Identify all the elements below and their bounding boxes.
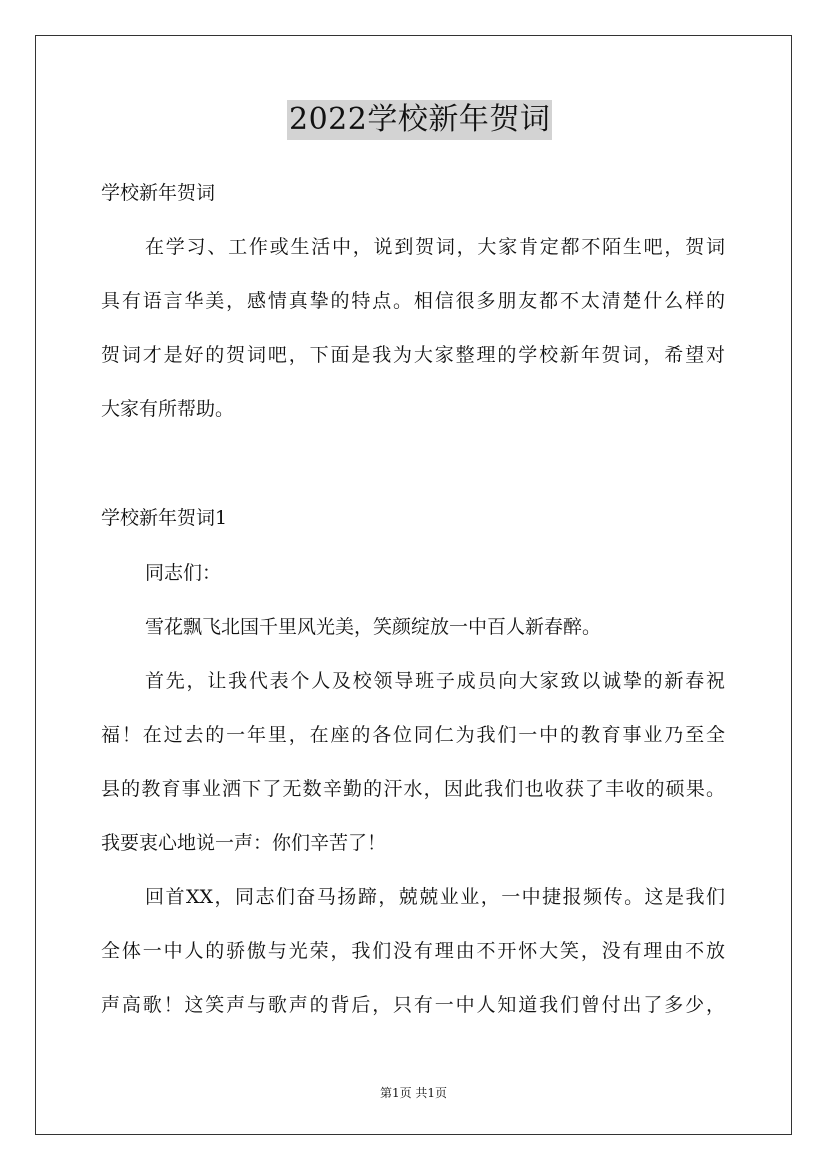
section-heading: 学校新年贺词1 [101, 507, 228, 529]
paragraph-line: 在学习、工作或生活中，说到贺词，大家肯定都不陌生吧，贺词 [145, 236, 725, 258]
paragraph-line: 大家有所帮助。 [101, 398, 235, 420]
paragraph-line: 回首XX，同志们奋马扬蹄，兢兢业业，一中捷报频传。这是我们 [145, 886, 725, 908]
paragraph-line: 声高歌！这笑声与歌声的背后，只有一中人知道我们曾付出了多少， [101, 994, 725, 1016]
paragraph-line: 贺词才是好的贺词吧，下面是我为大家整理的学校新年贺词，希望对 [101, 344, 725, 366]
paragraph-line: 首先，让我代表个人及校领导班子成员向大家致以诚挚的新春祝 [145, 670, 725, 692]
paragraph-line: 我要衷心地说一声：你们辛苦了！ [101, 832, 387, 854]
paragraph-line: 雪花飘飞北国千里风光美，笑颜绽放一中百人新春醉。 [145, 616, 602, 638]
document-title: 2022学校新年贺词 [287, 100, 552, 140]
paragraph-line: 福！在过去的一年里，在座的各位同仁为我们一中的教育事业乃至全 [101, 724, 725, 746]
paragraph-line: 全体一中人的骄傲与光荣，我们没有理由不开怀大笑，没有理由不放 [101, 940, 725, 962]
page-footer: 第1页 共1页 [379, 1086, 448, 1100]
paragraph-line: 具有语言华美，感情真挚的特点。相信很多朋友都不太清楚什么样的 [101, 290, 725, 312]
subtitle-line: 学校新年贺词 [101, 182, 216, 204]
greeting-line: 同志们： [145, 562, 222, 584]
paragraph-line: 县的教育事业洒下了无数辛勤的汗水，因此我们也收获了丰收的硕果。 [101, 778, 725, 800]
